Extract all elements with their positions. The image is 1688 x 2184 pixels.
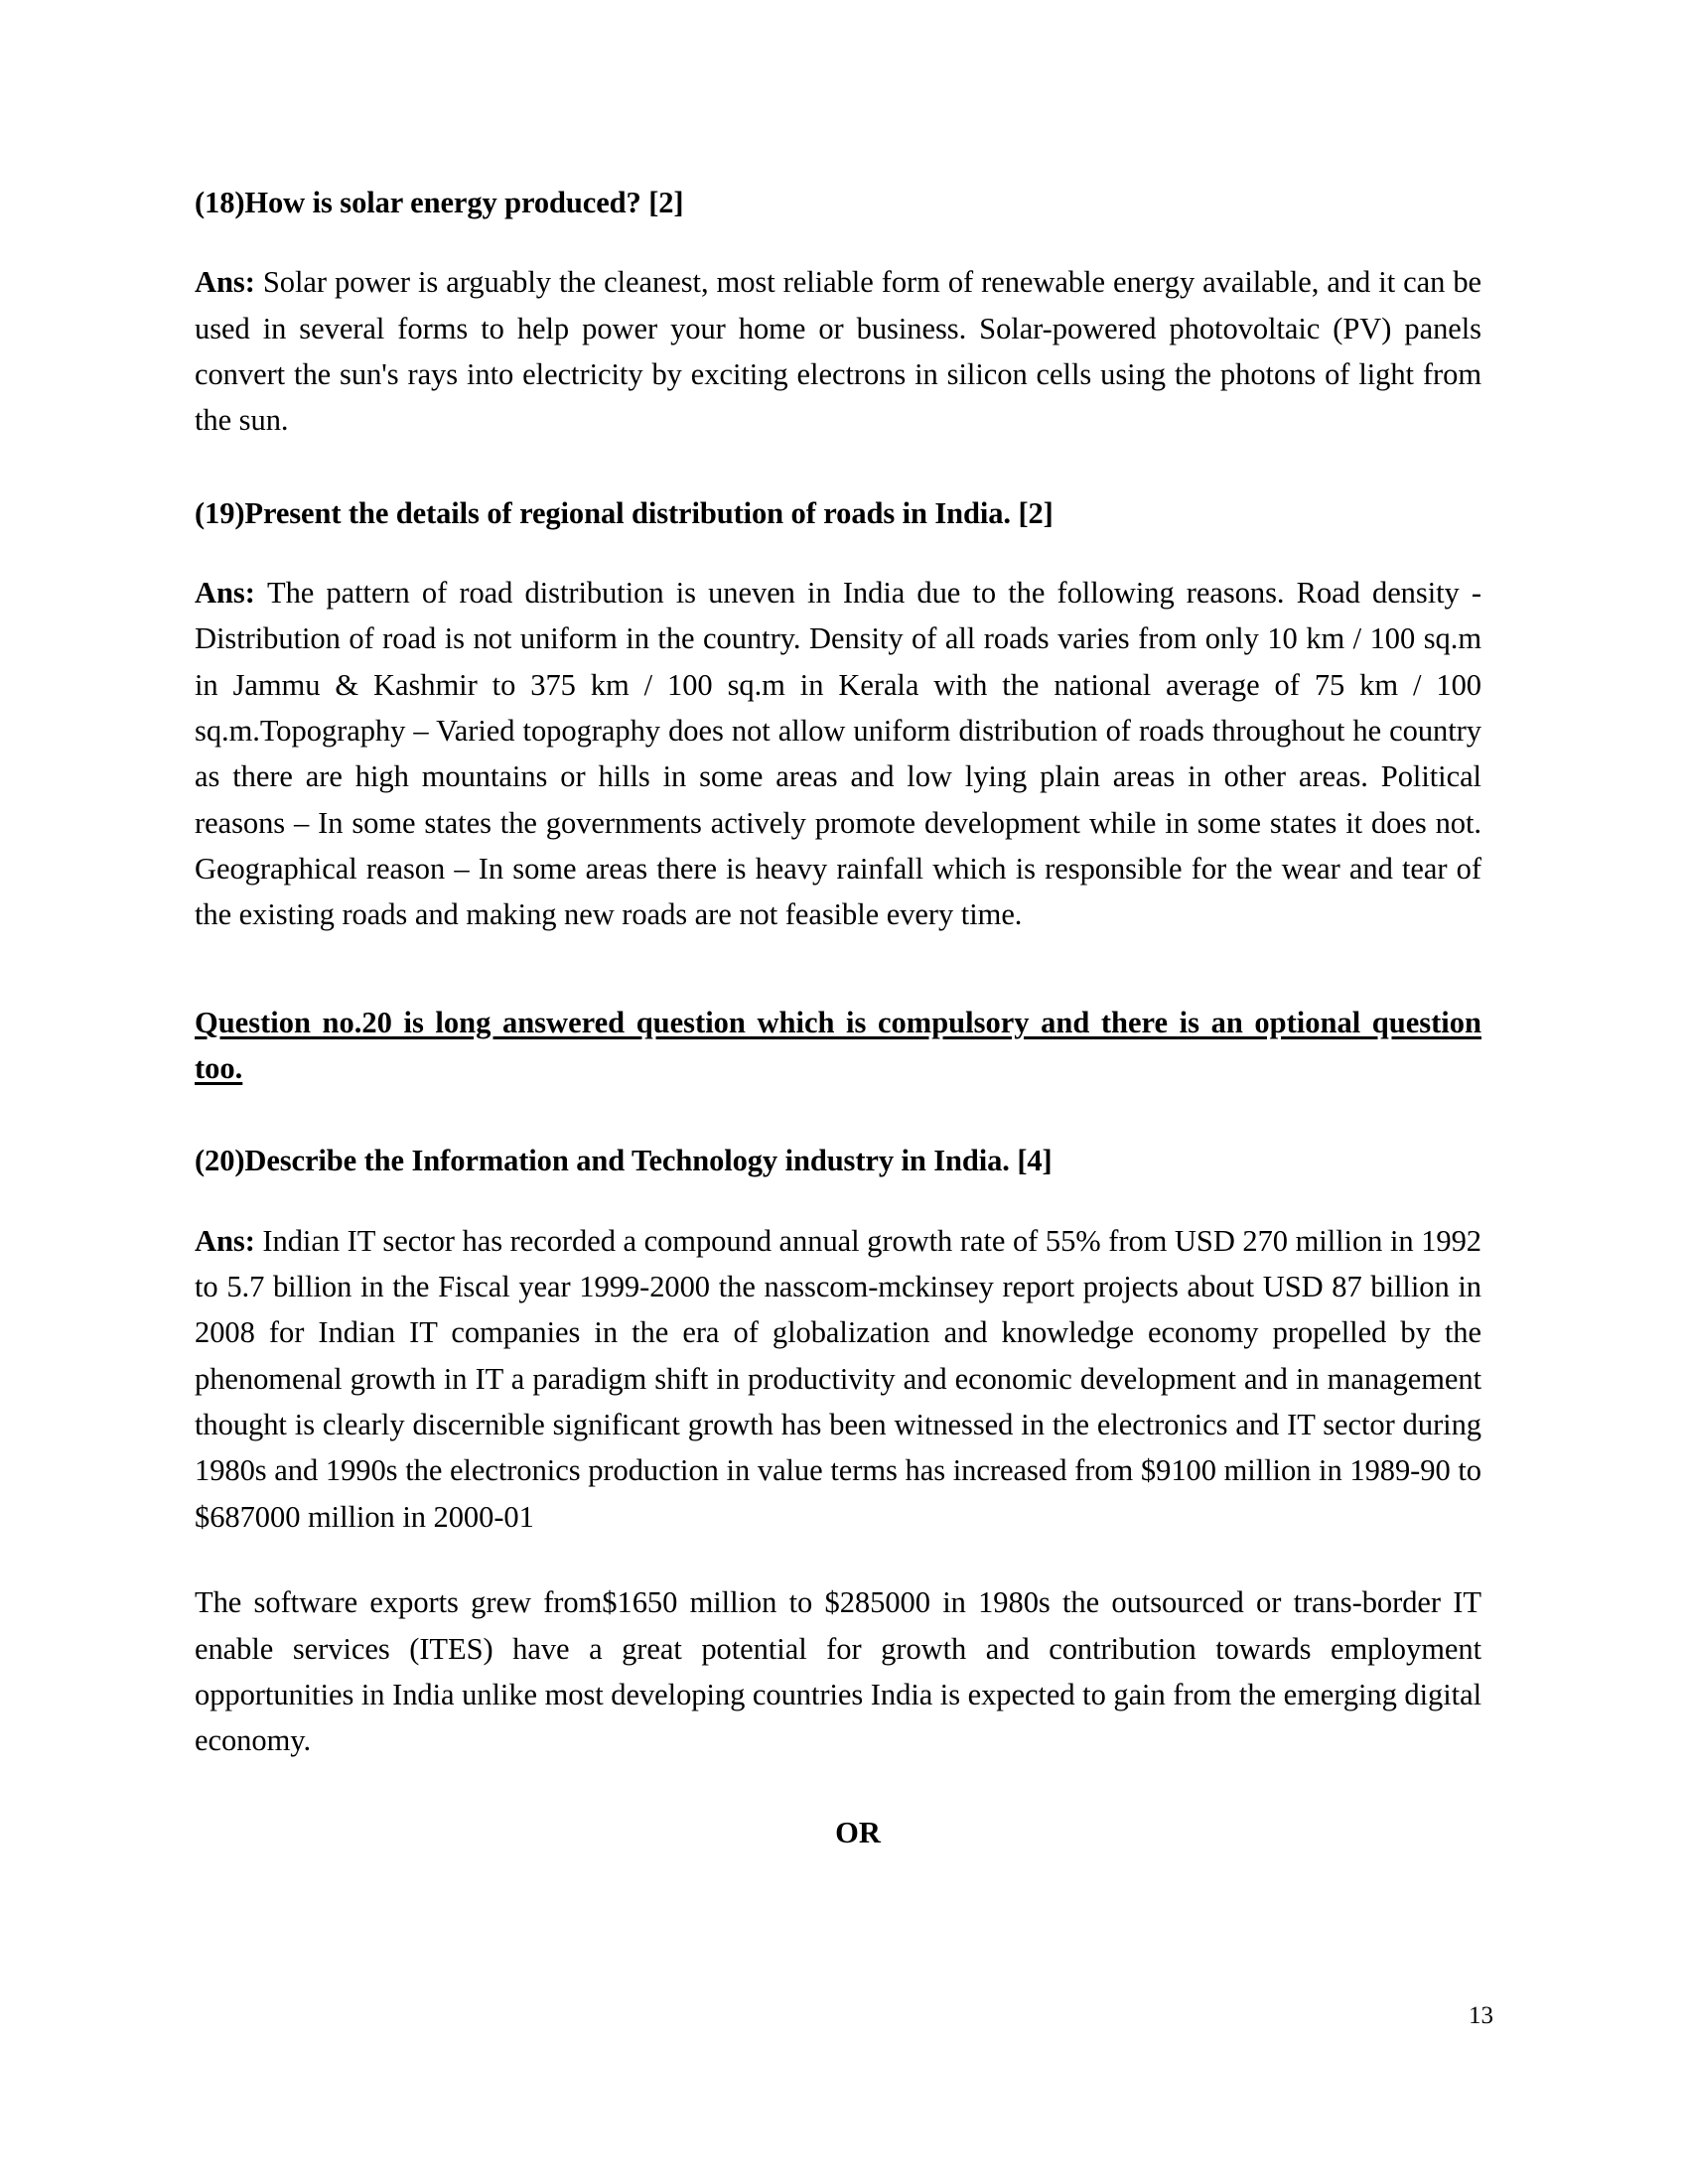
- spacer: [195, 540, 1481, 570]
- question-20-answer: [195, 1218, 1481, 1541]
- question-19-answer: [195, 570, 1481, 938]
- question-19-heading: (19)Present the details of regional distribution of roads in India. [2]: [195, 495, 1054, 530]
- spacer: [195, 1188, 1481, 1218]
- spacer: [195, 938, 1481, 1000]
- spacer: [195, 1540, 1481, 1579]
- question-18-answer: [195, 259, 1481, 443]
- page-number: 13: [1469, 2002, 1493, 2029]
- answer-label-20: Ans:: [195, 1223, 263, 1258]
- answer-label-19: Ans:: [195, 575, 267, 610]
- answer-body-20: Indian IT sector has recorded a compound annual growth rate of 55% from USD 270 million in 1992 to 5.7 billion in the Fiscal year 1999-2000 the nasscom-mckinsey report projects about USD 87 billion in 2008 for Indian IT companies in the era of globalization and knowledge economy propelled by the phenomenal growth in IT a paradigm shift in productivity and economic development and in management thought is clearly discernible significant growth has been witnessed in the electronics and IT sector during 1980s and 1990s the electronics production in value terms has increased from $9100 million in 1989-90 to $687000 million in 2000-01: [195, 1223, 1481, 1534]
- question-18-heading: (18)How is solar energy produced? [2]: [195, 186, 684, 219]
- answer-label-18: Ans:: [195, 265, 263, 300]
- spacer: [195, 444, 1481, 495]
- question-20-answer-continued: The software exports grew from$1650 million to $285000 in 1980s the outsourced or trans-border IT enable services (ITES) have a great potential for growth and contribution towards employment opportunities in India unlike most developing countries India is expected to gain from the emerging digital economy.: [195, 1585, 1481, 1758]
- spacer: [195, 229, 1481, 259]
- answer-body-18: Solar power is arguably the cleanest, most reliable form of renewable energy available, and it can be used in several forms to help power your home or business. Solar-powered photovoltaic (PV) panels convert the sun's rays into electricity by exciting electrons in silicon cells using the photons of light from the sun.: [195, 265, 1482, 438]
- or-divider: OR: [835, 1815, 881, 1849]
- answer-body-19: The pattern of road distribution is uneven in India due to the following reasons. Road density - Distribution of road is not uniform in the country. Density of all roads varies from only 10 km / 100 sq.m in Jammu & Kashmir to 375 km / 100 sq.m in Kerala with the national average of 75 km / 100 sq.m.Topography – Varied topography does not allow uniform distribution of roads throughout he country as there are high mountains or hills in some areas and low lying plain areas in other areas. Political reasons – In some states the governments actively promote development while in some states it does not. Geographical reason – In some areas there is heavy rainfall which is responsible for the wear and tear of the existing roads and making new roads are not feasible every time.: [195, 575, 1482, 932]
- question-20-heading: (20)Describe the Information and Technology industry in India. [4]: [195, 1144, 1053, 1178]
- spacer: [195, 1764, 1481, 1816]
- compulsory-question-notice: Question no.20 is long answered question which is compulsory and there is an optional question too.: [195, 1005, 1481, 1086]
- page-content: [195, 185, 1481, 1850]
- spacer: [195, 1091, 1481, 1143]
